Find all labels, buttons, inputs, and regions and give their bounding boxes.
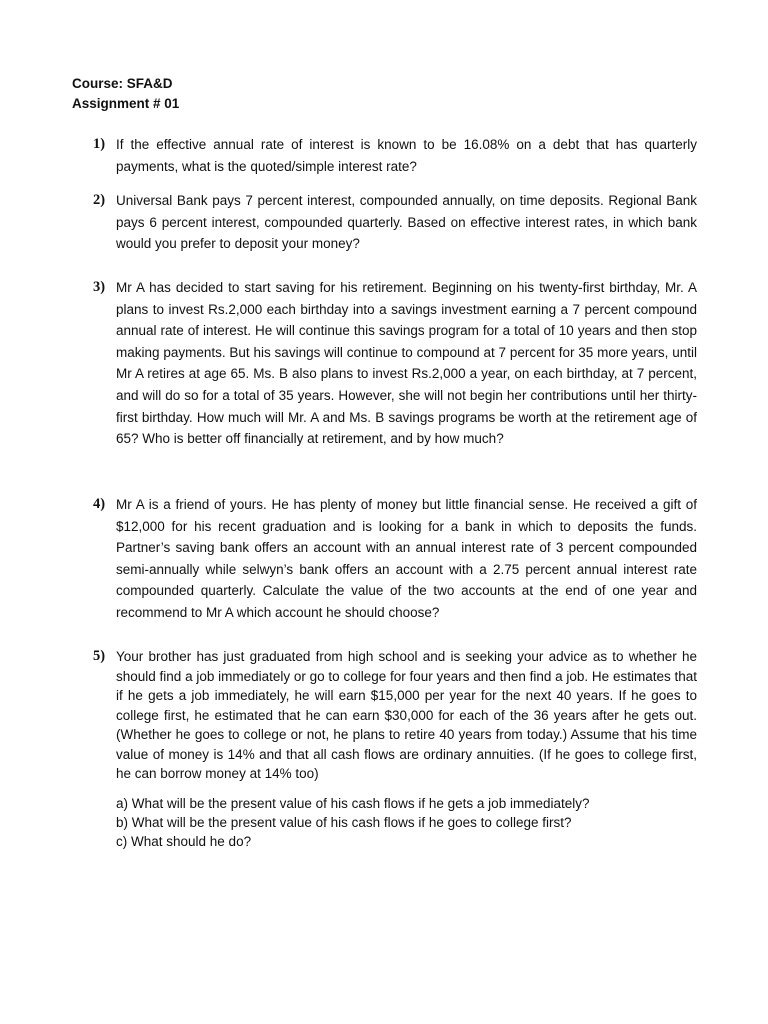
subpart-b: b) What will be the present value of his cash flows if he goes to college first? <box>116 814 572 830</box>
question-number: 1) <box>93 136 106 152</box>
subpart-a: a) What will be the present value of his cash flows if he gets a job immediately? <box>116 795 590 811</box>
question-1 <box>93 134 697 177</box>
question-text: Mr A is a friend of yours. He has plenty of money but little financial sense. He received a gift of $12,000 for his recent graduation and is looking for a bank in which to deposits the funds. Partner’s saving bank offers an account with an annual interest rate of 3 percent compounded semi-annually while selwyn’s bank offers an account with a 2.75 percent annual interest rate compounded quarterly. Calculate the value of the two accounts at the end of one year and recommend to Mr A which account he should choose? <box>116 497 697 620</box>
assignment-header <box>72 74 179 114</box>
question-5 <box>93 647 697 851</box>
subparts-list <box>116 794 697 851</box>
question-4 <box>93 494 697 624</box>
question-text: Mr A has decided to start saving for his retirement. Beginning on his twenty-first birthday, Mr. A plans to invest Rs.2,000 each birthday into a savings investment earning a 7 percent compound annual rate of interest. He will continue this savings program for a total of 10 years and then stop making payments. But his savings will continue to compound at 7 percent for 35 more years, until Mr A retires at age 65. Ms. B also plans to invest Rs.2,000 a year, on each birthday, at 7 percent, and will do so for a total of 35 years. However, she will not begin her contributions until her thirty-first birthday. How much will Mr. A and Ms. B savings programs be worth at the retirement age of 65? Who is better off financially at retirement, and by how much? <box>116 280 697 447</box>
course-title: Course: SFA&D <box>72 76 173 91</box>
question-number: 4) <box>93 496 106 512</box>
question-number: 5) <box>93 648 106 664</box>
question-number: 2) <box>93 192 106 208</box>
question-number: 3) <box>93 279 106 295</box>
question-text: Universal Bank pays 7 percent interest, compounded annually, on time deposits. Regional Bank pays 6 percent interest, compounded quarterly. Based on effective interest rates, in which bank would you prefer to deposit your money? <box>116 193 697 252</box>
assignment-number: Assignment # 01 <box>72 96 180 111</box>
question-text: If the effective annual rate of interest is known to be 16.08% on a debt that has quarterly payments, what is the quoted/simple interest rate? <box>116 137 697 174</box>
question-text: Your brother has just graduated from high school and is seeking your advice as to whether he should find a job immediately or go to college for four years and then find a job. He estimates that if he gets a job immediately, he will earn $15,000 per year for the next 40 years. If he goes to college first, he estimated that he can earn $30,000 for each of the 36 years after he gets out. (Whether he goes to college or not, he plans to retire 40 years from today.) Assume that his time value of money is 14% and that all cash flows are ordinary annuities. (If he goes to college first, he can borrow money at 14% too) <box>116 649 697 781</box>
question-2 <box>93 190 697 255</box>
question-3 <box>93 277 697 450</box>
subpart-c: c) What should he do? <box>116 833 252 849</box>
